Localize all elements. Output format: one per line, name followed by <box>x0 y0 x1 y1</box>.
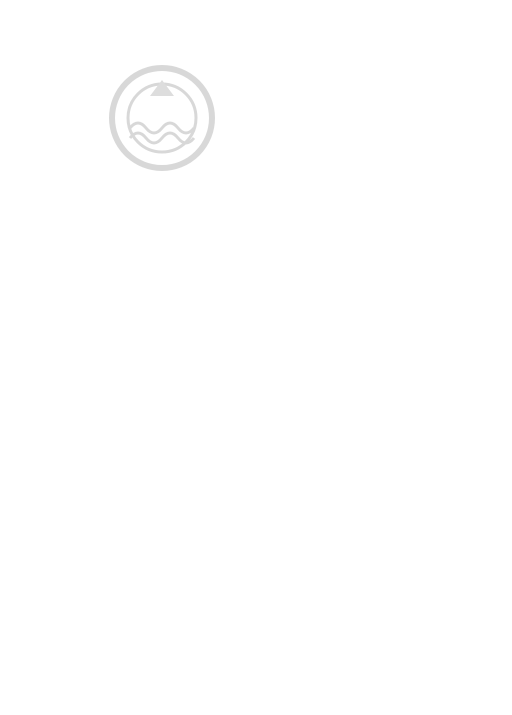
msdeq-logo-watermark <box>112 68 212 168</box>
footer-watermark-strip <box>0 700 512 714</box>
